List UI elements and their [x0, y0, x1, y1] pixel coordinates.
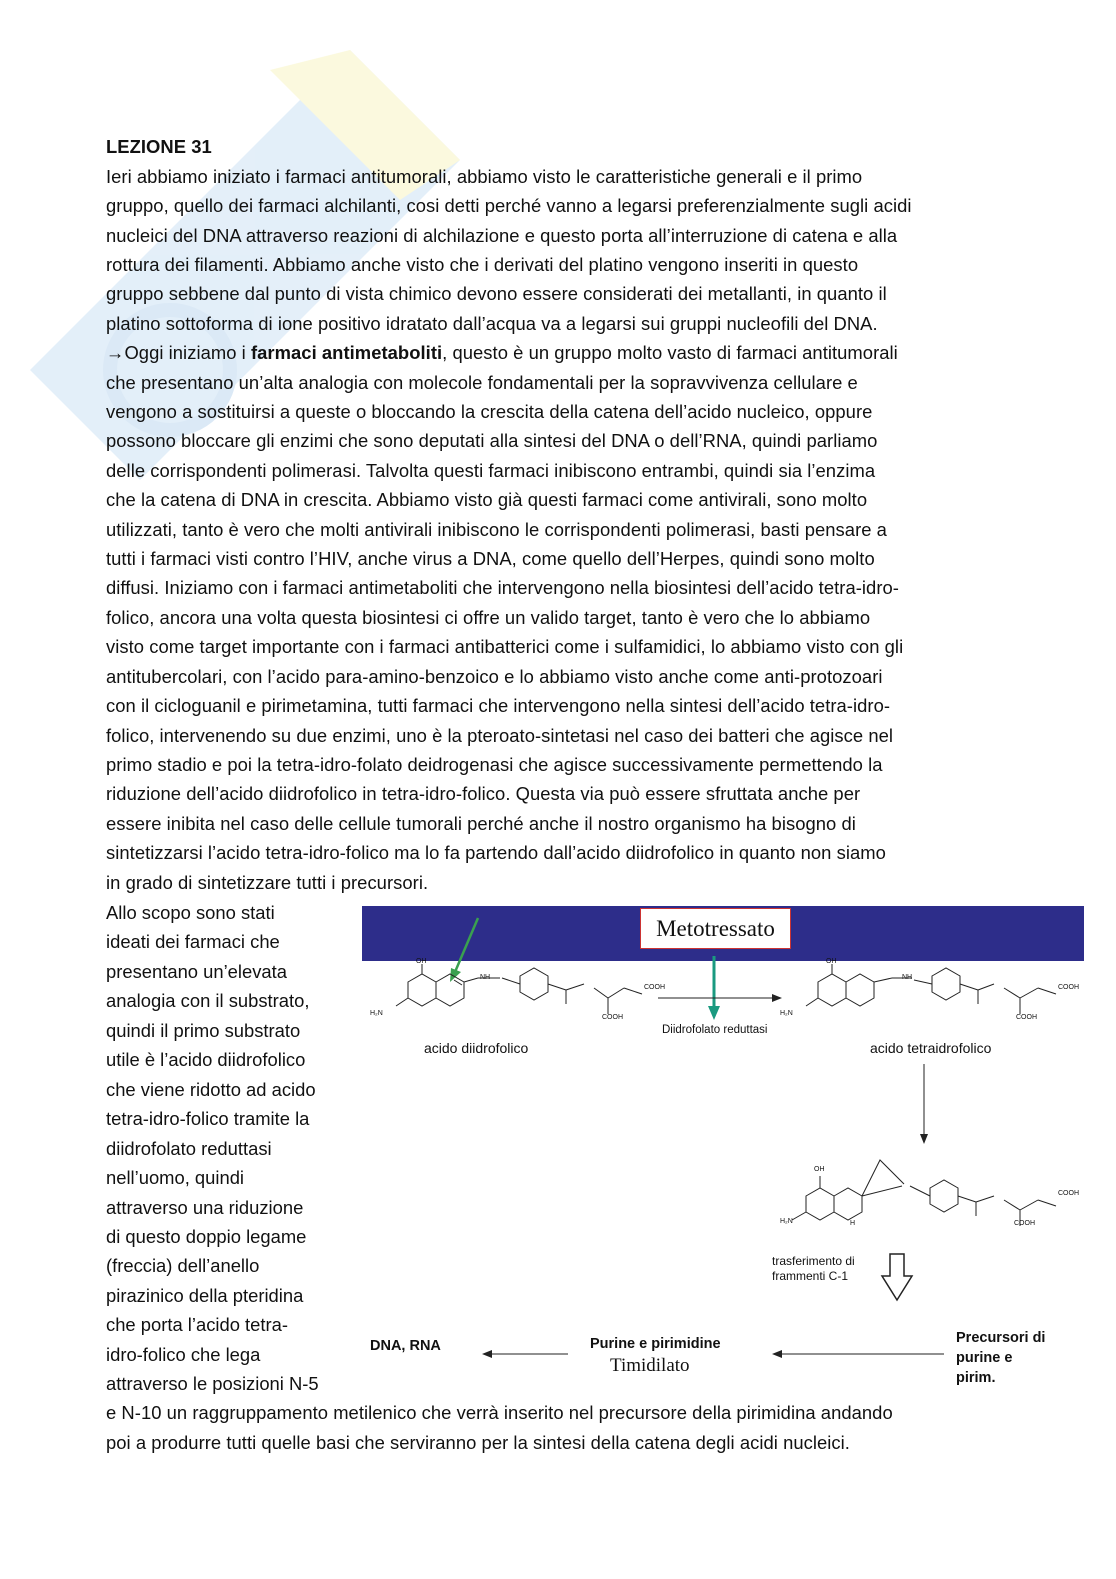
- paragraph-1-line: Ieri abbiamo iniziato i farmaci antitumorali, abbiamo visto le caratteristiche generali e il primo: [106, 166, 863, 187]
- thf-cooh-label: COOH: [1058, 984, 1079, 991]
- side-column-line: tetra-idro-folico tramite la: [106, 1108, 310, 1130]
- side-column-line: ideati dei farmaci che: [106, 931, 280, 953]
- para2-suffix: , questo è un gruppo molto vasto di farmaci antitumorali: [442, 342, 898, 363]
- dhf-nh-label: NH: [480, 974, 491, 981]
- side-column-line: nell’uomo, quindi: [106, 1167, 245, 1189]
- label-transfer-1: trasferimento di: [772, 1254, 855, 1268]
- side-column-line: Allo scopo sono stati: [106, 902, 275, 923]
- side-column-line: utile è l’acido diidrofolico: [106, 1049, 306, 1071]
- thf-h2n-label: H₂N: [780, 1010, 793, 1017]
- side-column-line: che porta l’acido tetra-: [106, 1314, 288, 1336]
- side-column-line: (freccia) dell’anello: [106, 1255, 260, 1277]
- label-enzyme: Diidrofolato reduttasi: [662, 1024, 768, 1036]
- hollow-down-arrow: [882, 1254, 912, 1300]
- paragraph-2-line: folico, intervenendo su due enzimi, uno è la pteroato-sintetasi nel caso dei batteri che agisce nel: [106, 724, 894, 746]
- label-transfer-2: frammenti C-1: [772, 1269, 849, 1283]
- para2-bold-term: farmaci antimetaboliti: [250, 342, 443, 363]
- down-arrowhead: [920, 1134, 928, 1144]
- dhf-cooh2-label: COOH: [602, 1014, 623, 1021]
- label-precursors-3: pirim.: [956, 1370, 996, 1386]
- paragraph-1-line: gruppo sebbene dal punto di vista chimico devono essere considerati dei metallanti, in quanto il: [106, 283, 887, 305]
- paragraph-2-line: con il cicloguanil e pirimetamina, tutti farmaci che intervengono nella sintesi dell’acido tetra-idro-: [106, 695, 891, 717]
- dhf-cooh-label: COOH: [644, 984, 665, 991]
- dhf-h2n-label: H₂N: [370, 1010, 383, 1017]
- mthf-cooh-label: COOH: [1058, 1190, 1079, 1197]
- double-bond-arrow: [455, 918, 478, 972]
- side-column-line: di questo doppio legame: [106, 1225, 307, 1247]
- dhf-molecule: [396, 964, 642, 1014]
- paragraph-2-line: diffusi. Iniziamo con i farmaci antimetaboliti che intervengono nella biosintesi dell’acido tetra-idro-: [106, 577, 899, 599]
- side-column-line: attraverso una riduzione: [106, 1196, 304, 1218]
- figure-drawing: [362, 904, 1092, 1394]
- paragraph-2-line: tutti i farmaci visti contro l’HIV, anche virus a DNA, come quello dell’Herpes, quindi sono molto: [106, 548, 875, 570]
- paragraph-2-line: vengono a sostituirsi a queste o bloccando la crescita della catena dell’acido nucleico, oppure: [106, 400, 873, 422]
- mthf-h-label: H: [850, 1220, 856, 1227]
- figure-title: Metotressato: [640, 908, 791, 949]
- paragraph-2-line: possono bloccare gli enzimi che sono deputati alla sintesi del DNA o dell’RNA, quindi parliamo: [106, 430, 878, 452]
- paragraph-2-line: delle corrispondenti polimerasi. Talvolta questi farmaci inibiscono entrambi, quindi sia l’enzima: [106, 459, 876, 481]
- paragraph-2-line: folico, ancora una volta questa biosintesi ci offre un valido target, tanto è vero che lo abbiamo: [106, 606, 871, 628]
- label-dhf: acido diidrofolico: [424, 1040, 529, 1056]
- paragraph-2-line: riduzione dell’acido diidrofolico in tetra-idro-folico. Questa via può essere sfruttata anche per: [106, 783, 861, 805]
- paragraph-2-line: che presentano un’alta analogia con molecole fondamentali per la sopravvivenza cellulare e: [106, 371, 858, 393]
- label-purine: Purine e pirimidine: [590, 1336, 721, 1352]
- label-precursors-2: purine e: [956, 1350, 1013, 1366]
- arrowhead-bases-to-dna: [482, 1350, 492, 1358]
- enzyme-arrowhead: [708, 1006, 720, 1020]
- side-column-line: attraverso le posizioni N-5: [106, 1373, 319, 1395]
- paragraph-1-line: rottura dei filamenti. Abbiamo anche visto che i derivati del platino vengono inseriti in questo: [106, 254, 859, 276]
- side-column-line: quindi il primo substrato: [106, 1019, 301, 1041]
- side-column-line: idro-folico che lega: [106, 1343, 261, 1365]
- dhf-oh-label: OH: [416, 958, 427, 965]
- side-column-line: che viene ridotto ad acido: [106, 1078, 316, 1100]
- mthf-h2n-label: H₂N: [780, 1218, 793, 1225]
- paragraph-2-line: antitubercolari, con l’acido para-amino-benzoico e lo abbiamo visto anche come anti-protozoari: [106, 665, 883, 687]
- methotrexate-figure: [362, 904, 1092, 1394]
- paragraph-1-line: nucleici del DNA attraverso reazioni di alchilazione e questo porta all’interruzione di catena e alla: [106, 224, 898, 246]
- label-thf: acido tetraidrofolico: [870, 1040, 992, 1056]
- tail-line: poi a produrre tutti quelle basi che serviranno per la sintesi della catena degli acidi nucleici.: [106, 1431, 850, 1453]
- paragraph-1-line: gruppo, quello dei farmaci alchilanti, cosi detti perché vanno a legarsi preferenzialmente sugli acidi: [106, 195, 912, 217]
- side-column-line: analogia con il substrato,: [106, 990, 310, 1012]
- mthf-cooh2-label: COOH: [1014, 1220, 1035, 1227]
- mthf-oh-label: OH: [814, 1166, 825, 1173]
- para2-prefix: →Oggi iniziamo i: [106, 342, 251, 363]
- thf-molecule: [806, 964, 1056, 1014]
- paragraph-2-first-line: [106, 341, 898, 365]
- side-column-line: pirazinico della pteridina: [106, 1284, 304, 1306]
- paragraph-2-line: utilizzati, tanto è vero che molti antivirali inibiscono le corrispondenti polimerasi, basti pensare a: [106, 518, 887, 540]
- side-column-line: diidrofolato reduttasi: [106, 1137, 272, 1159]
- tail-line: e N-10 un raggruppamento metilenico che verrà inserito nel precursore della pirimidina andando: [106, 1402, 893, 1423]
- thf-cooh2-label: COOH: [1016, 1014, 1037, 1021]
- methylene-thf-molecule: [792, 1160, 1056, 1226]
- arrowhead-precursors-to-bases: [772, 1350, 782, 1358]
- paragraph-2-line: in grado di sintetizzare tutti i precursori.: [106, 871, 429, 893]
- side-column-line: presentano un’elevata: [106, 960, 287, 982]
- label-timidilato: Timidilato: [610, 1355, 690, 1376]
- paragraph-2-line: sintetizzarsi l’acido tetra-idro-folico ma lo fa partendo dall’acido diidrofolico in quanto non siamo: [106, 842, 886, 864]
- lesson-heading: LEZIONE 31: [106, 136, 212, 157]
- thf-oh-label: OH: [826, 958, 837, 965]
- thf-nh-label: NH: [902, 974, 913, 981]
- paragraph-2-line: primo stadio e poi la tetra-idro-folato deidrogenasi che agisce successivamente permettendo la: [106, 753, 883, 775]
- paragraph-2-line: essere inibita nel caso delle cellule tumorali perché anche il nostro organismo ha bisogno di: [106, 812, 856, 834]
- paragraph-2-line: visto come target importante con i farmaci antibatterici come i sulfamidici, lo abbiamo visto con gli: [106, 636, 904, 658]
- label-dna-rna: DNA, RNA: [370, 1338, 441, 1354]
- paragraph-1-line: platino sottoforma di ione positivo idratato dall’acqua va a legarsi sui gruppi nucleofili del DNA.: [106, 312, 878, 334]
- reaction-arrowhead: [772, 994, 782, 1002]
- label-precursors-1: Precursori di: [956, 1330, 1046, 1346]
- paragraph-2-line: che la catena di DNA in crescita. Abbiamo visto già questi farmaci come antivirali, sono molto: [106, 489, 868, 511]
